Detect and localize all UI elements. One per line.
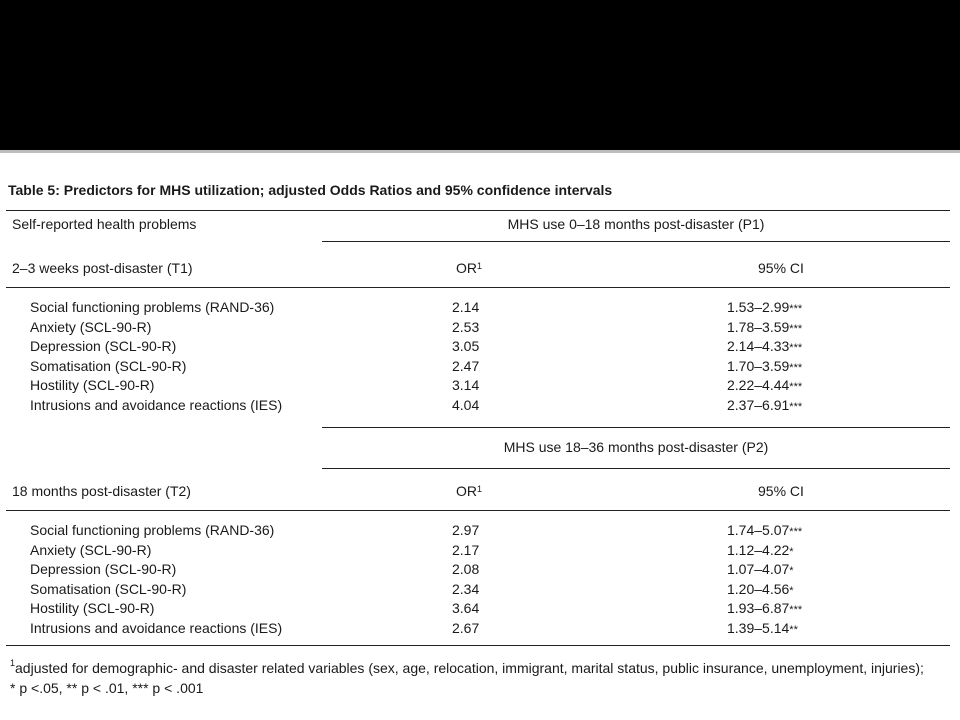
timepoint2-label: 18 months post-disaster (T2)	[12, 483, 191, 499]
significance-marker: ***	[789, 401, 803, 413]
row-odds-ratio: 2.47	[452, 357, 480, 374]
section2-header-rule	[6, 510, 950, 511]
title-divider	[0, 150, 960, 153]
table-caption: Table 5: Predictors for MHS utilization; adjusted Odds Ratios and 95% confidence intervals	[8, 182, 613, 198]
row-confidence-interval: 1.78–3.59***	[727, 318, 803, 335]
row-label: Anxiety (SCL-90-R)	[30, 318, 152, 335]
row-confidence-interval: 1.12–4.22*	[727, 541, 794, 558]
table-bottom-rule	[6, 645, 950, 646]
significance-marker: **	[789, 624, 798, 636]
period2-top-rule	[322, 427, 950, 428]
table-top-rule	[6, 210, 950, 211]
significance-marker: ***	[789, 526, 803, 538]
row-label: Social functioning problems (RAND-36)	[30, 522, 275, 538]
row-confidence-interval: 1.93–6.87***	[727, 600, 803, 617]
row-odds-ratio: 2.34	[452, 580, 480, 597]
row-odds-ratio: 2.08	[452, 561, 480, 578]
significance-marker: ***	[789, 604, 803, 617]
period1-rule	[322, 241, 950, 242]
row-label: Intrusions and avoidance reactions (IES)	[30, 620, 283, 636]
significance-marker: *	[789, 565, 794, 578]
row-odds-ratio: 2.14	[452, 299, 480, 315]
row-label: Hostility (SCL-90-R)	[30, 600, 155, 617]
row-odds-ratio: 4.04	[452, 397, 480, 413]
significance-marker: ***	[789, 381, 803, 394]
row-confidence-interval: 1.74–5.07***	[727, 522, 803, 538]
row-label: Depression (SCL-90-R)	[30, 561, 177, 578]
row-label: Depression (SCL-90-R)	[30, 338, 177, 355]
header-health-problems: Self-reported health problems	[12, 216, 197, 232]
row-label: Intrusions and avoidance reactions (IES)	[30, 397, 283, 413]
row-label: Hostility (SCL-90-R)	[30, 377, 155, 394]
or-header-2: $OR^1$	[456, 483, 483, 499]
row-odds-ratio: 2.67	[452, 620, 480, 636]
timepoint1-label: 2–3 weeks post-disaster (T1)	[12, 260, 193, 276]
row-label: Somatisation (SCL-90-R)	[30, 357, 187, 374]
significance-marker: ***	[789, 342, 803, 355]
significance-marker: *	[789, 584, 794, 597]
row-label: Social functioning problems (RAND-36)	[30, 299, 275, 315]
footnote-line-1: $^1$adjusted for demographic- and disaster related variables (sex, age, relocation, immigrant, marital status, public insurance, unemployment, injuries);	[10, 658, 924, 676]
significance-marker: ***	[789, 322, 803, 335]
row-label: Anxiety (SCL-90-R)	[30, 541, 152, 558]
row-confidence-interval: 2.14–4.33***	[727, 338, 803, 355]
row-confidence-interval: 2.22–4.44***	[727, 377, 803, 394]
row-confidence-interval: 1.20–4.56*	[727, 580, 794, 597]
row-confidence-interval: 1.70–3.59***	[727, 357, 803, 374]
row-odds-ratio: 2.53	[452, 318, 480, 335]
row-odds-ratio: 2.17	[452, 541, 480, 558]
section1-header-rule	[6, 287, 950, 288]
significance-marker: ***	[789, 303, 803, 315]
row-odds-ratio: 3.64	[452, 600, 480, 617]
slide-title-bar	[0, 0, 960, 150]
row-confidence-interval: 1.07–4.07*	[727, 561, 794, 578]
footnote-line-2: * p <.05, ** p < .01, *** p < .001	[10, 680, 204, 696]
period1-heading: MHS use 0–18 months post-disaster (P1)	[507, 216, 765, 232]
ci-header-1: 95% CI	[758, 260, 804, 276]
row-odds-ratio: 3.14	[452, 377, 480, 394]
period2-heading: MHS use 18–36 months post-disaster (P2)	[503, 439, 769, 455]
row-confidence-interval: 2.37–6.91***	[727, 397, 803, 413]
row-label: Somatisation (SCL-90-R)	[30, 580, 187, 597]
row-odds-ratio: 2.97	[452, 522, 480, 538]
significance-marker: *	[789, 545, 794, 558]
row-confidence-interval: 1.53–2.99***	[727, 299, 803, 315]
or-header-1: $OR^1$	[456, 260, 483, 276]
row-confidence-interval: 1.39–5.14**	[727, 620, 798, 636]
significance-marker: ***	[789, 361, 803, 374]
ci-header-2: 95% CI	[758, 483, 804, 499]
period2-rule	[322, 468, 950, 469]
row-odds-ratio: 3.05	[452, 338, 480, 355]
